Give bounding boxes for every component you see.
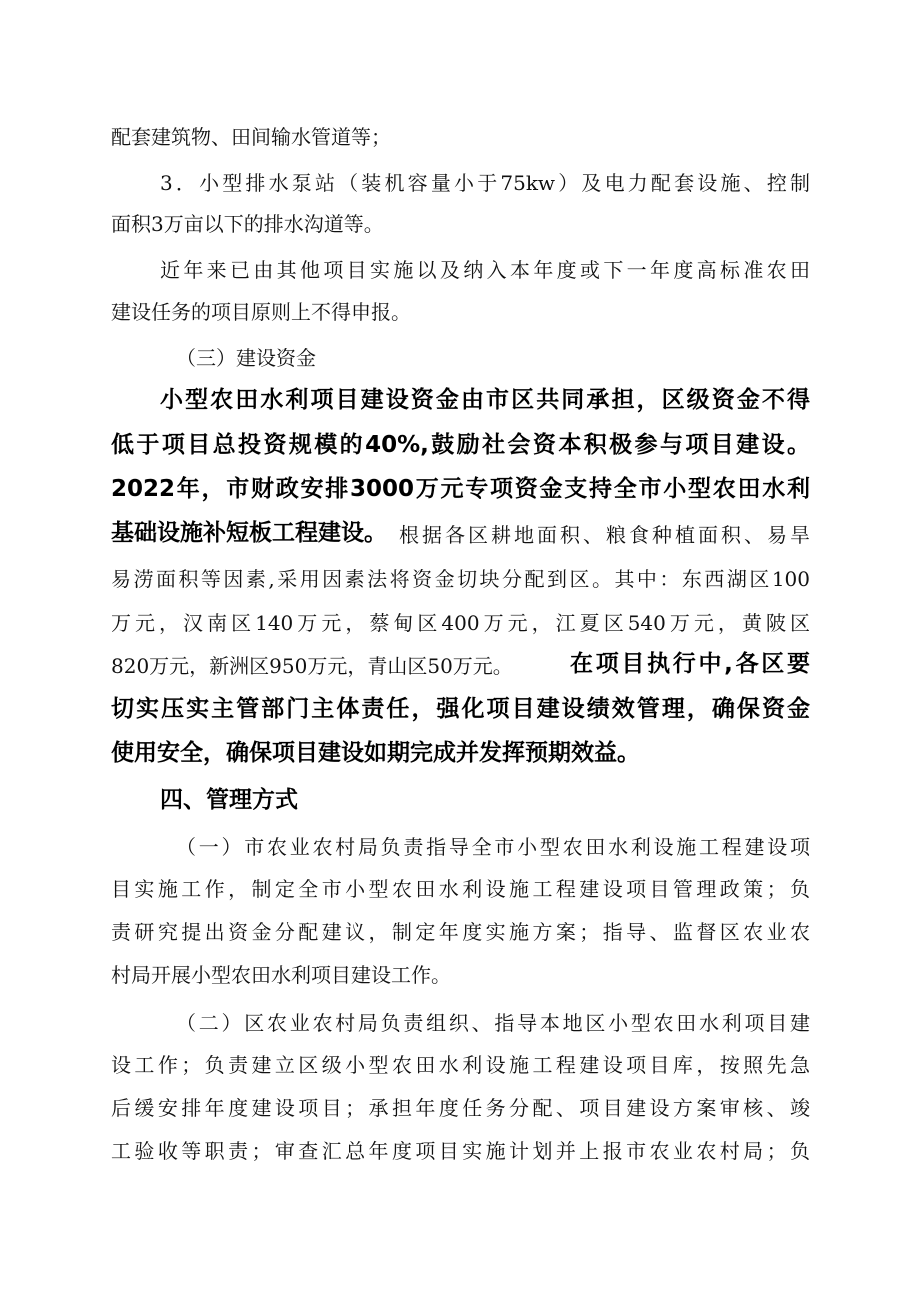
- text-line: 万元，汉南区140万元，蔡甸区400万元，江夏区540万元，黄陂区: [111, 611, 810, 635]
- text-line: 村局开展小型农田水利项目建设工作。: [111, 963, 451, 987]
- bold-text-line: 切实压实主管部门主体责任，强化项目建设绩效管理，确保资金: [111, 696, 810, 722]
- text-line: 近年来已由其他项目实施以及纳入本年度或下一年度高标准农田: [160, 258, 810, 282]
- bold-text-line: 低于项目总投资规模的40%,鼓励社会资本积极参与项目建设。: [111, 432, 810, 458]
- bold-text-line: 在项目执行中,各区要: [570, 651, 810, 677]
- bold-text-line: 2022年，市财政安排3000万元专项资金支持全市小型农田水利: [111, 476, 810, 502]
- text-line: 工验收等职责；审查汇总年度项目实施计划并上报市农业农村局；负: [111, 1139, 810, 1163]
- text-line: （二）区农业农村局负责组织、指导本地区小型农田水利项目建: [176, 1011, 810, 1035]
- text-line: 建设任务的项目原则上不得申报。: [111, 300, 411, 324]
- text-line: 后缓安排年度建设项目；承担年度任务分配、项目建设方案审核、竣: [111, 1096, 810, 1120]
- text-line: 3．小型排水泵站（装机容量小于75kw）及电力配套设施、控制: [160, 171, 810, 195]
- text-line: 根据各区耕地面积、粮食种植面积、易旱: [399, 523, 810, 547]
- section-heading: （三）建设资金: [176, 346, 316, 370]
- text-line: 易涝面积等因素,采用因素法将资金切块分配到区。其中：东西湖区100: [111, 567, 810, 591]
- section-heading: 四、管理方式: [160, 787, 298, 813]
- bold-text-line: 小型农田水利项目建设资金由市区共同承担，区级资金不得: [160, 387, 810, 413]
- text-line: 目实施工作，制定全市小型农田水利设施工程建设项目管理政策；负: [111, 877, 810, 901]
- text-line: 820万元，新洲区950万元，青山区50万元。: [111, 654, 513, 678]
- text-line: 配套建筑物、田间输水管道等；: [111, 125, 391, 149]
- text-line: 面积3万亩以下的排水沟道等。: [111, 212, 384, 236]
- text-line: 责研究提出资金分配建议，制定年度实施方案；指导、监督区农业农: [111, 920, 810, 944]
- bold-text-line: 基础设施补短板工程建设。: [111, 520, 387, 546]
- bold-text-line: 使用安全，确保项目建设如期完成并发挥预期效益。: [111, 740, 640, 766]
- text-line: （一）市农业农村局负责指导全市小型农田水利设施工程建设项: [176, 835, 810, 859]
- text-line: 设工作；负责建立区级小型农田水利设施工程建设项目库，按照先急: [111, 1053, 810, 1077]
